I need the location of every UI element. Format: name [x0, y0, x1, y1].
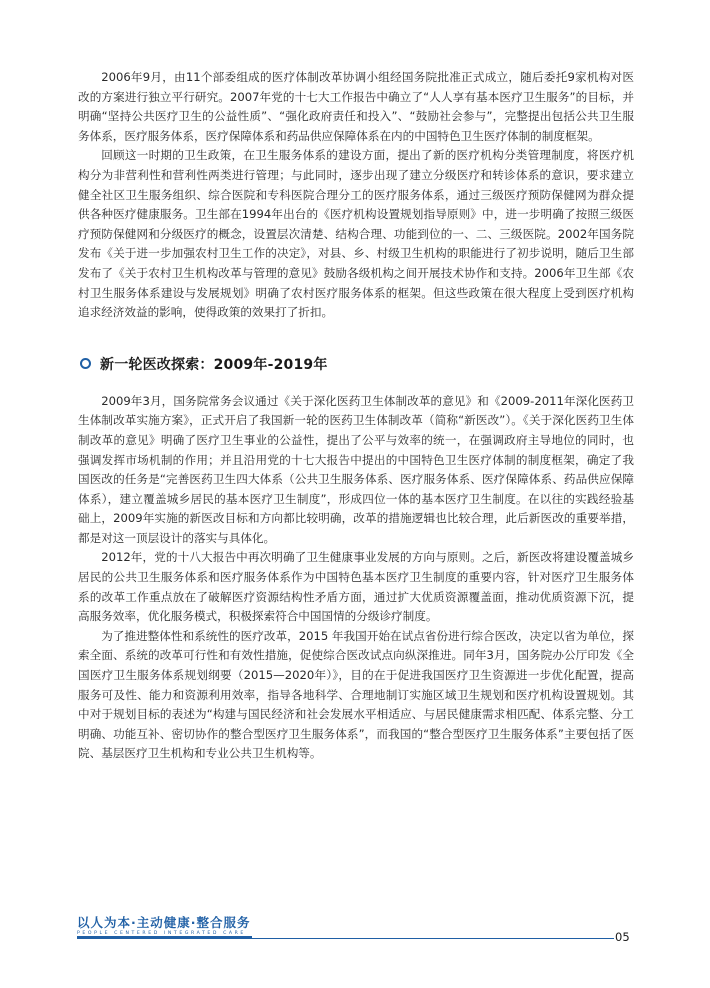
main-content	[78, 68, 634, 764]
footer-brand	[77, 916, 251, 937]
brand-subtitle: PEOPLE CENTERED INTEGRATED CARE	[77, 931, 246, 936]
footer-rule	[77, 938, 614, 939]
paragraph: 为了推进整体性和系统性的医疗改革，2015 年我国开始在试点省份进行综合医改，决定以省为单位，探索全面、系统的改革可行性和有效性措施，促使综合医改试点向纵深推进。同年3月，国务院办公厅印发《全国医疗卫生服务体系规划纲要（2015—2020年）》，目的在于促进我国医疗卫生资源进一步优化配置，提高服务可及性、能力和资源利用效率，指导各地科学、合理地制订实施区域卫生规划和医疗机构设置规划。其中对于规划目标的表述为“构建与国民经济和社会发展水平相适应、与居民健康需求相匹配、体系完整、分工明确、功能互补、密切协作的整合型医疗卫生服务体系”，而我国的“整合型医疗卫生服务体系”主要包括了医院、基层医疗卫生机构和专业公共卫生机构等。	[78, 628, 634, 761]
paragraph: 回顾这一时期的卫生政策，在卫生服务体系的建设方面，提出了新的医疗机构分类管理制度，将医疗机构分为非营利性和营利性两类进行管理；与此同时，逐步出现了建立分级医疗和转诊体系的意识，要求建立健全社区卫生服务组织、综合医院和专科医院合理分工的医疗服务体系，通过三级医疗预防保健网为群众提供各种医疗健康服务。卫生部在1994年出台的《医疗机构设置规划指导原则》中，进一步明确了按照三级医疗预防保健网和分级医疗的概念，设置层次清楚、结构合理、功能到位的一、二、三级医院。2002年国务院发布《关于进一步加强农村卫生工作的决定》，对县、乡、村级卫生机构的职能进行了初步说明，随后卫生部发布了《关于农村卫生机构改革与管理的意见》鼓励各级机构之间开展技术协作和支持。2006年卫生部《农村卫生服务体系建设与发展规划》明确了农村医疗服务体系的框架。但这些政策在很大程度上受到医疗机构追求经济效益的影响，使得政策的效果打了折扣。	[78, 148, 634, 320]
brand-title: 以人为本·主动健康·整合服务	[77, 915, 251, 930]
section-heading-text: 新一轮医改探索：2009年-2019年	[100, 356, 328, 373]
page-number: 05	[615, 930, 630, 944]
paragraph: 2006年9月，由11个部委组成的医疗体制改革协调小组经国务院批准正式成立，随后委托9家机构对医改的方案进行独立平行研究。2007年党的十七大工作报告中确立了“人人享有基本医疗卫生服务”的目标，并明确“坚持公共医疗卫生的公益性质”、“强化政府责任和投入”、“鼓励社会参与”，完整提出包括公共卫生服务体系，医疗服务体系，医疗保障体系和药品供应保障体系在内的中国特色卫生医疗体制的制度框架。	[78, 70, 634, 143]
circle-icon	[80, 358, 91, 369]
paragraph: 2012年，党的十八大报告中再次明确了卫生健康事业发展的方向与原则。之后，新医改将建设覆盖城乡居民的公共卫生服务体系和医疗服务体系作为中国特色基本医疗卫生制度的重要内容，针对医疗卫生服务体系的改革工作重点放在了破解医疗资源结构性矛盾方面，通过扩大优质资源覆盖面，推动优质资源下沉，提高服务效率，优化服务模式，积极探索符合中国国情的分级诊疗制度。	[78, 550, 634, 624]
section-heading	[78, 353, 634, 375]
paragraph: 2009年3月，国务院常务会议通过《关于深化医药卫生体制改革的意见》和《2009-2011年深化医药卫生体制改革实施方案》，正式开启了我国新一轮的医药卫生体制改革（简称“新医改”）。《关于深化医药卫生体制改革的意见》明确了医疗卫生事业的公益性，提出了公平与效率的统一，在强调政府主导地位的同时，也强调发挥市场机制的作用；并且沿用党的十七大报告中提出的中国特色卫生医疗体制的制度框架，确定了我国医改的任务是“完善医药卫生四大体系（公共卫生服务体系、医疗服务体系、医疗保障体系、药品供应保障体系），建立覆盖城乡居民的基本医疗卫生制度”，形成四位一体的基本医疗卫生制度。在以往的实践经验基础上，2009年实施的新医改目标和方向都比较明确，改革的措施逻辑也比较合理，此后新医改的重要举措，都是对这一顶层设计的落实与具体化。	[78, 393, 635, 545]
